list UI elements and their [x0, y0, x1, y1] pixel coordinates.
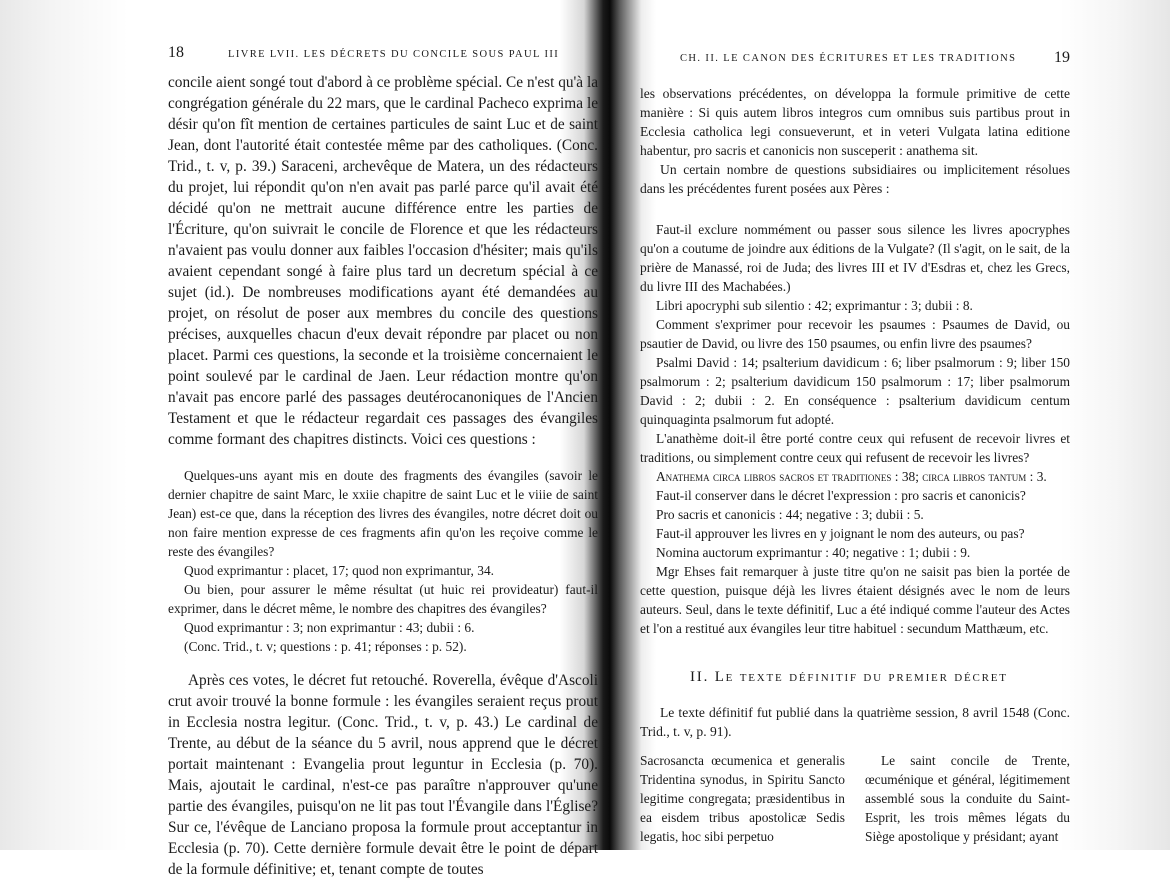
vote-result: Quod exprimantur : placet, 17; quod non exprimantur, 34. — [184, 563, 494, 578]
questions-block — [640, 220, 1070, 638]
paragraph: Après ces votes, le décret fut retouché. Roverella, évêque d'Ascoli crut avoir trouvé la bonne formule : les évangiles seraient reçus prout in Ecclesia nostra legitur. (Conc. Trid., t. v, p. 43.) Le cardinal de Trente, au début de la séance du 5 avril, nous apprend que le décret portait maintenant : Evangelia prout leguntur in Ecclesia (p. 70). Mais, ajoutait le cardinal, n'est-ce pas paraître n'approuver qu'une partie des évangiles, puisqu'on ne lit pas tout l'Évangile dans l'Église? Sur ce, l'évêque de Lanciano proposa la formule prout acceptantur in Ecclesia (p. 70). Cette dernière formule devait être le point de départ de la formule définitive; et, tenant compte de toutes — [168, 672, 598, 878]
paragraph: Mgr Ehses fait remarquer à juste titre qu'on ne saisit pas bien la portée de cette question, puisque déjà les livres étaient désignés avec le nom de leurs auteurs. Seul, dans le texte définitif, Luc a été indiqué comme l'auteur des Actes et l'on a restitué aux évangiles leur titre habituel : secundum Matthæum, etc. — [640, 564, 1070, 636]
paragraph: les observations précédentes, on développa la formule primitive de cette manière : Si quis autem libros integros cum omnibus suis partibus prout in Ecclesia catholica legi consueverunt, et in veteri Vulgata latina editione habentur, pro sacris et canonicis non susceperit : anathema sit. — [640, 86, 1070, 158]
paragraph: concile aient songé tout d'abord à ce problème spécial. Ce n'est qu'à la congrégation générale du 22 mars, que le cardinal Pacheco exprima le désir qu'on fît mention de certaines particules de saint Luc et de saint Jean, dont l'autorité était contestée même par des catholiques. (Conc. Trid., t. v, p. 39.) Saraceni, archevêque de Matera, un des rédacteurs du projet, lui répondit qu'on n'en avait pas parlé parce qu'il avait été décidé qu'on ne mettrait aucune différence entre les parties de l'Écriture, qu'on suivrait le concile de Florence et que les rédacteurs n'avaient pas voulu donner aux faibles l'occasion d'hésiter; mais qu'ils avaient cependant songé à faire plus tard un decretum spécial à ce sujet (id.). De nombreuses modifications ayant été demandées au projet, on résolut de poser aux membres du concile des questions précises, auxquelles chacun d'eux devait répondre par placet ou non placet. Parmi ces questions, la seconde et la troisième concernaient le point soulevé par le cardinal de Jaen. Leur rédaction montre qu'on n'avait pas encore parlé des passages deutérocanoniques de l'Ancien Testament et que le rédacteur regardait ces passages des évangiles comme formant des chapitres distincts. Voici ces questions : — [168, 74, 598, 448]
paragraph: Un certain nombre de questions subsidiaires ou implicitement résolues dans les précédentes furent posées aux Pères : — [640, 162, 1070, 196]
page-edge-right — [1060, 0, 1170, 850]
question: L'anathème doit-il être porté contre ceux qui refusent de recevoir livres et traditions, ou simplement contre ceux qui refusent de recevoir les livres? — [640, 431, 1070, 465]
parallel-columns — [640, 751, 1070, 846]
question: Quelques-uns ayant mis en doute des fragments des évangiles (savoir le dernier chapitre de saint Marc, le xxiie chapitre de saint Luc et le viiie de saint Jean) est-ce que, dans la réception des livres des évangiles, notre décret doit ou non faire mention expresse de ces fragments afin qu'on les reçoive comme le reste des évangiles? — [168, 468, 598, 559]
right-page — [640, 0, 1070, 850]
vote-result: Psalmi David : 14; psalterium davidicum : 6; liber psalmorum : 9; liber 150 psalmorum : 2; psalterium davidicum 150 psalmorum : 17; liber psalmorum David : 2; dubii : 2. En conséquence : psalterium davidicum centum quinquaginta psalmorum fut adopté. — [640, 355, 1070, 427]
latin-column: Sacrosancta œcumenica et generalis Tridentina synodus, in Spiritu Sancto legitime congregata; præsidentibus in ea eisdem tribus apostolicæ Sedis legatis, hoc sibi perpetuo — [640, 753, 845, 844]
vote-result: Pro sacris et canonicis : 44; negative : 3; dubii : 5. — [656, 507, 924, 522]
questions-block — [168, 466, 598, 656]
vote-result: Libri apocryphi sub silentio : 42; exprimantur : 3; dubii : 8. — [656, 298, 973, 313]
running-head: CH. II. LE CANON DES ÉCRITURES ET LES TRADITIONS — [680, 53, 1017, 64]
vote-result: Anathema circa libros sacros et traditiones : 38; circa libros tantum : 3. — [656, 469, 1047, 484]
reference: (Conc. Trid., t. v; questions : p. 41; réponses : p. 52). — [184, 639, 467, 654]
right-page-header — [640, 44, 1070, 68]
page-number: 18 — [168, 44, 184, 61]
page-number: 19 — [1054, 49, 1070, 66]
section-heading: II. Le texte définitif du premier décret — [690, 669, 1008, 685]
question: Comment s'exprimer pour recevoir les psaumes : Psaumes de David, ou psautier de David, ou livre des 150 psaumes, ou enfin livre des psaumes? — [640, 317, 1070, 351]
right-page-body — [640, 84, 1070, 846]
vote-result: Quod exprimantur : 3; non exprimantur : 43; dubii : 6. — [184, 620, 475, 635]
vote-result: Nomina auctorum exprimantur : 40; negative : 1; dubii : 9. — [656, 545, 971, 560]
question: Ou bien, pour assurer le même résultat (ut huic rei provideatur) faut-il exprimer, dans le décret même, le nombre des chapitres des évangiles? — [168, 582, 598, 616]
left-page-body — [168, 72, 598, 880]
question: Faut-il exclure nommément ou passer sous silence les livres apocryphes qu'on a coutume de joindre aux éditions de la Vulgate? (Il s'agit, on le sait, de la prière de Manassé, roi de Juda; des livres III et IV d'Esdras et, chez les Grecs, du livre III des Machabées.) — [640, 222, 1070, 294]
paragraph: Le texte définitif fut publié dans la quatrième session, 8 avril 1548 (Conc. Trid., t. v, p. 91). — [640, 705, 1070, 739]
page-edge-left — [0, 0, 128, 850]
question: Faut-il conserver dans le décret l'expression : pro sacris et canonicis? — [656, 488, 1026, 503]
running-head: LIVRE LVII. LES DÉCRETS DU CONCILE SOUS PAUL III — [228, 49, 560, 60]
left-page — [168, 0, 598, 878]
question: Faut-il approuver les livres en y joignant le nom des auteurs, ou pas? — [656, 526, 1025, 541]
left-page-header — [168, 44, 598, 68]
french-column: Le saint concile de Trente, œcuménique et général, légitimement assemblé sous la conduite du Saint-Esprit, les trois mêmes légats du Siège apostolique y présidant; ayant — [865, 753, 1070, 844]
